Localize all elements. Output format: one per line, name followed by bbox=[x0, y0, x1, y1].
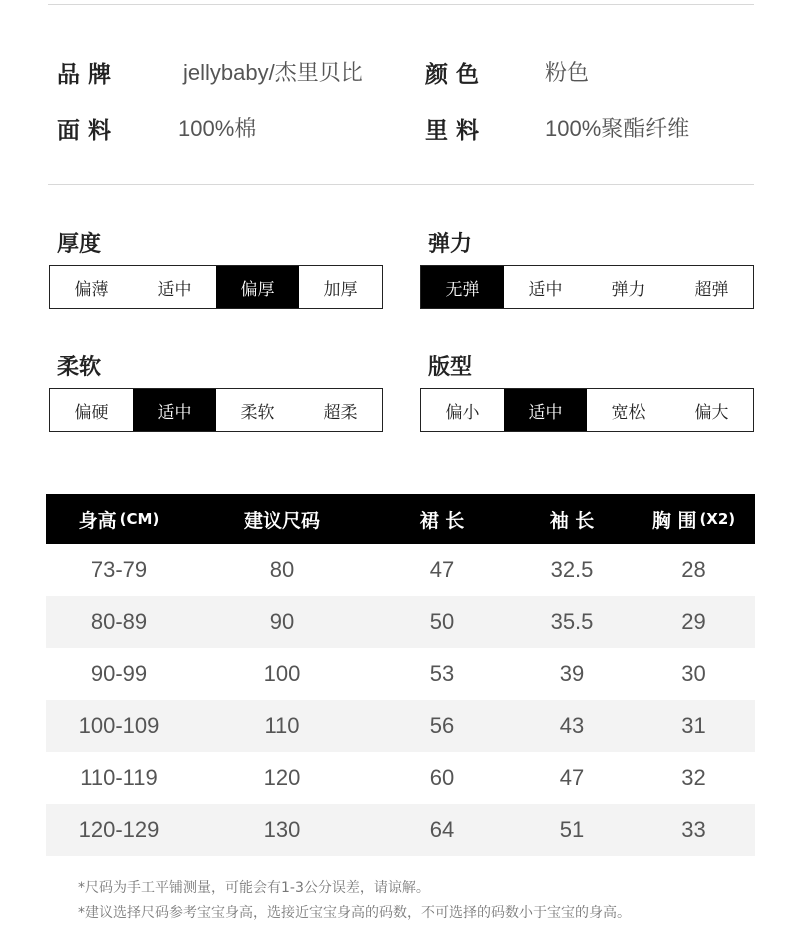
header-unit: (X2) bbox=[699, 510, 736, 528]
table-cell: 120 bbox=[263, 765, 301, 790]
table-cell: 47 bbox=[559, 765, 585, 790]
top-divider bbox=[48, 4, 754, 5]
table-cell: 110-119 bbox=[80, 765, 158, 790]
fit-option: 偏大 bbox=[670, 389, 753, 431]
size-advice-note: *建议选择尺码参考宝宝身高，选接近宝宝身高的码数，不可选择的码数小于宝宝的身高。 bbox=[78, 905, 631, 921]
table-cell: 47 bbox=[429, 557, 455, 582]
table-cell: 29 bbox=[681, 609, 706, 634]
header-size bbox=[192, 494, 372, 544]
table-cell: 32.5 bbox=[550, 557, 594, 582]
header-dress-length bbox=[372, 494, 512, 544]
elasticity-title: 弹力 bbox=[428, 232, 473, 257]
table-cell: 130 bbox=[263, 817, 301, 842]
brand-value: jellybaby/杰里贝比 bbox=[183, 60, 363, 85]
header-chest bbox=[632, 494, 755, 544]
table-row bbox=[46, 804, 755, 856]
table-cell: 90 bbox=[269, 609, 295, 634]
fit-option: 偏小 bbox=[421, 389, 504, 431]
header-height bbox=[46, 494, 192, 544]
softness-scale bbox=[49, 388, 383, 432]
table-cell: 53 bbox=[429, 661, 455, 686]
table-cell: 56 bbox=[429, 713, 455, 738]
table-cell: 43 bbox=[559, 713, 585, 738]
thickness-option: 适中 bbox=[133, 266, 216, 308]
table-cell: 28 bbox=[681, 557, 706, 582]
table-cell: 100 bbox=[263, 661, 301, 686]
table-cell: 80 bbox=[269, 557, 295, 582]
fit-option: 适中 bbox=[504, 389, 587, 431]
fit-scale bbox=[420, 388, 754, 432]
table-cell: 35.5 bbox=[550, 609, 594, 634]
thickness-option: 加厚 bbox=[299, 266, 382, 308]
table-cell: 31 bbox=[681, 713, 706, 738]
thickness-option: 偏厚 bbox=[216, 266, 299, 308]
header-unit: (CM) bbox=[119, 510, 160, 528]
table-row bbox=[46, 544, 755, 596]
table-cell: 33 bbox=[681, 817, 706, 842]
lining-label: 里 料 bbox=[425, 118, 480, 144]
table-row bbox=[46, 648, 755, 700]
table-cell: 50 bbox=[429, 609, 455, 634]
lining-value: 100%聚酯纤维 bbox=[545, 116, 690, 141]
table-cell: 39 bbox=[559, 661, 585, 686]
elasticity-option: 弹力 bbox=[587, 266, 670, 308]
fit-option: 宽松 bbox=[587, 389, 670, 431]
table-cell: 120-129 bbox=[78, 817, 160, 842]
table-cell: 73-79 bbox=[90, 557, 148, 582]
table-row bbox=[46, 596, 755, 648]
table-cell: 30 bbox=[681, 661, 706, 686]
table-cell: 110 bbox=[264, 713, 300, 738]
brand-label: 品 牌 bbox=[57, 62, 112, 88]
softness-option: 柔软 bbox=[216, 389, 299, 431]
thickness-scale bbox=[49, 265, 383, 309]
header-sleeve-length bbox=[512, 494, 632, 544]
measurement-note: *尺码为手工平铺测量，可能会有1-3公分误差，请谅解。 bbox=[78, 880, 430, 896]
table-row bbox=[46, 752, 755, 804]
fabric-label: 面 料 bbox=[57, 118, 112, 144]
thickness-option: 偏薄 bbox=[50, 266, 133, 308]
middle-divider bbox=[48, 184, 754, 185]
elasticity-option: 适中 bbox=[504, 266, 587, 308]
softness-option: 适中 bbox=[133, 389, 216, 431]
table-cell: 64 bbox=[429, 817, 455, 842]
color-label: 颜 色 bbox=[425, 62, 480, 88]
table-row bbox=[46, 700, 755, 752]
size-table bbox=[46, 494, 755, 856]
elasticity-option: 无弹 bbox=[421, 266, 504, 308]
fabric-value: 100%棉 bbox=[178, 116, 257, 141]
table-header bbox=[46, 494, 755, 544]
table-cell: 60 bbox=[429, 765, 455, 790]
table-cell: 80-89 bbox=[90, 609, 148, 634]
elasticity-option: 超弹 bbox=[670, 266, 753, 308]
header-text: 裙 长 bbox=[419, 509, 465, 532]
thickness-title: 厚度 bbox=[57, 232, 102, 257]
header-text: 胸 围 bbox=[651, 509, 697, 532]
header-text: 身高 bbox=[78, 509, 117, 532]
header-text: 建议尺码 bbox=[243, 509, 320, 532]
table-cell: 100-109 bbox=[78, 713, 160, 738]
elasticity-scale bbox=[420, 265, 754, 309]
softness-option: 超柔 bbox=[299, 389, 382, 431]
color-value: 粉色 bbox=[545, 60, 590, 85]
softness-option: 偏硬 bbox=[50, 389, 133, 431]
fit-title: 版型 bbox=[428, 355, 473, 380]
softness-title: 柔软 bbox=[57, 355, 102, 380]
table-cell: 90-99 bbox=[90, 661, 148, 686]
table-cell: 32 bbox=[681, 765, 706, 790]
header-text: 袖 长 bbox=[549, 509, 595, 532]
table-cell: 51 bbox=[559, 817, 585, 842]
